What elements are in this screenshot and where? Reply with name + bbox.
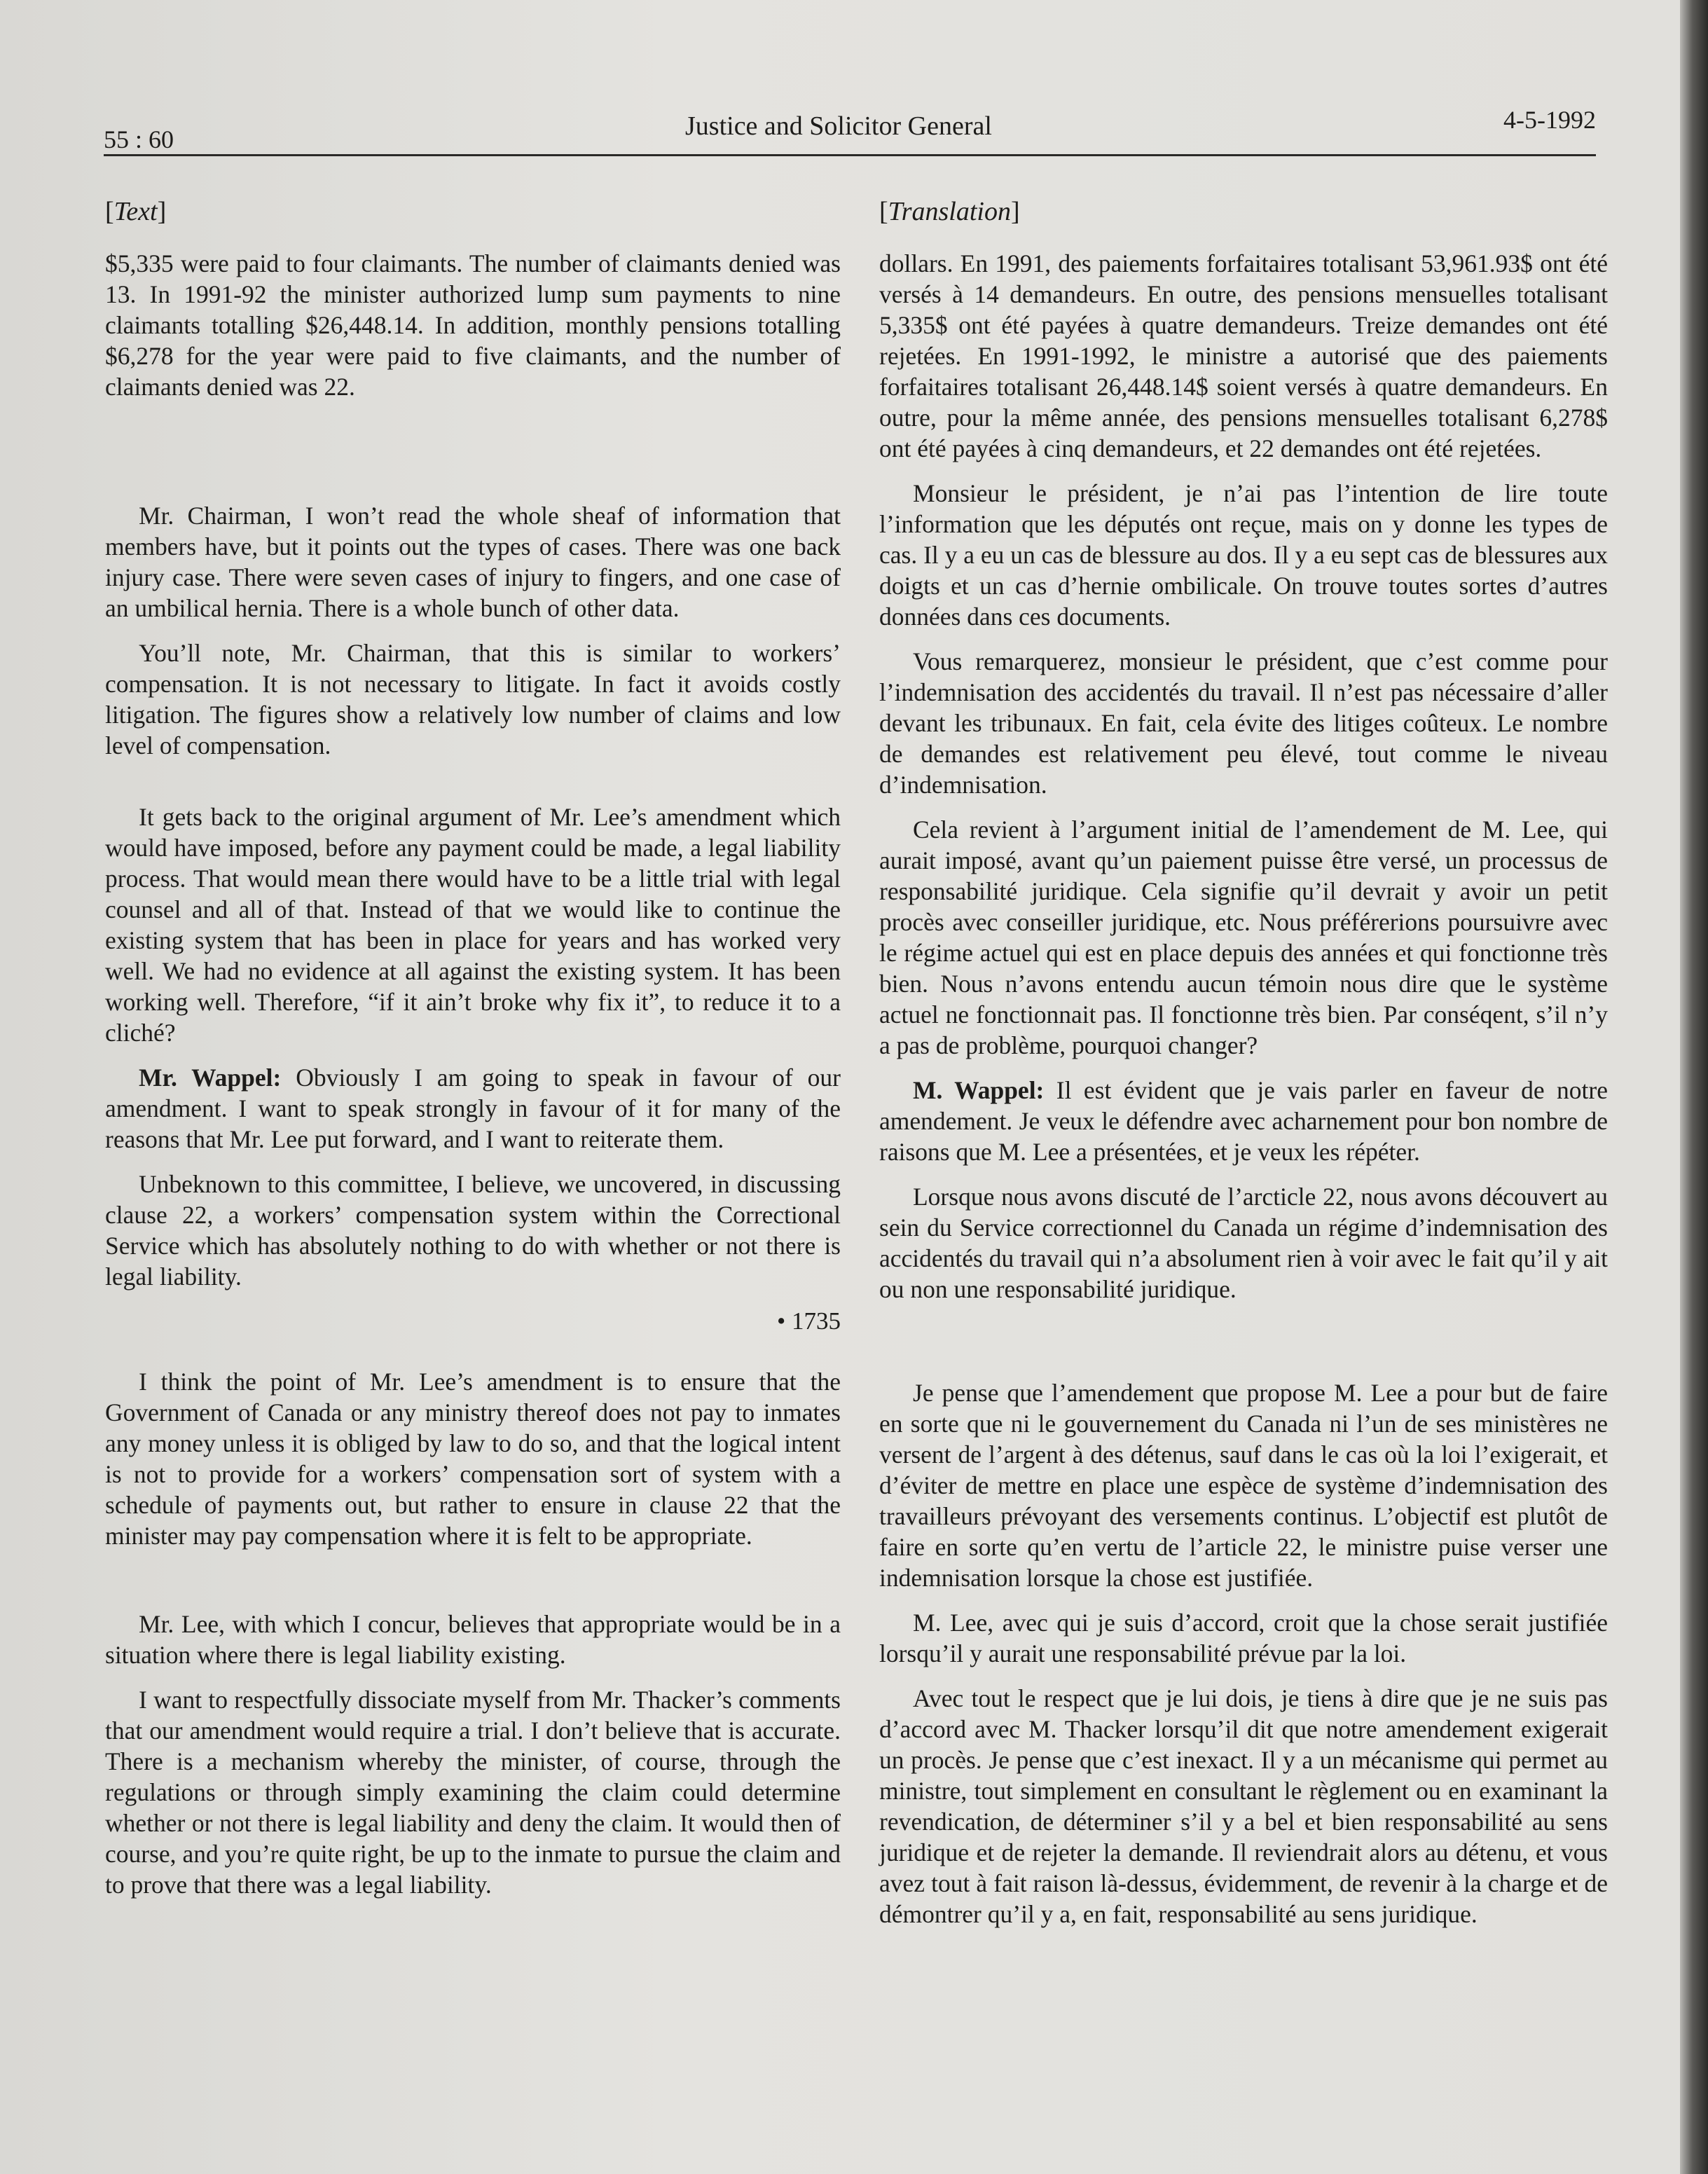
paragraph: Unbeknown to this committee, I believe, we uncovered, in discussing clause 22, a workers’ compensation system within the Correctional Service which has absolutely nothing to do with whether or not there is legal liability. bbox=[105, 1170, 841, 1291]
paragraph: I want to respectfully dissociate myself from Mr. Thacker’s comments that our amendment would require a trial. I don’t believe that is accurate. There is a mechanism whereby the minister, of course, through the regulations or through simply examining the claim could determine whether or not there is legal liability and deny the claim. It would then of course, and you’re quite right, be up to the inmate to pursue the claim and to prove that there was a legal liability. bbox=[105, 1686, 841, 1899]
paragraph: Lorsque nous avons discuté de l’arcticle 22, nous avons découvert au sein du Service correctionnel du Canada un régime d’indemnisation des accidentés du travail qui n’a absolument rien à voir avec le fait qu’il y ait ou non une responsabilité juridique. bbox=[879, 1183, 1608, 1303]
paragraph: dollars. En 1991, des paiements forfaitaires totalisant 53,961.93$ ont été versés à 14 demandeurs. En outre, des pensions mensuelles totalisant 5,335$ ont été payées à quatre demandeurs. Treize demandes ont été rejetées. En 1991-1992, le ministre a autorisé que des paiements forfaitaires totalisant 26,448.14$ soient versés à quatre demandeurs. En outre, pour la même année, des pensions mensuelles totalisant 6,278$ ont été payées à cinq demandeurs, et 22 demandes ont été rejetées. bbox=[879, 249, 1608, 462]
paragraph: It gets back to the original argument of Mr. Lee’s amendment which would have imposed, before any payment could be made, a legal liability process. That would mean there would have to be a little trial with legal counsel and all of that. Instead of that we would like to continue the existing system that has been in place for years and has worked very well. We had no evidence at all against the existing system. It has been working well. Therefore, “if it ain’t broke why fix it”, to reduce it to a cliché? bbox=[105, 803, 841, 1047]
speaker-paragraph: Mr. Wappel: Obviously I am going to speak in favour of our amendment. I want to speak strongly in favour of it for many of the reasons that Mr. Lee put forward, and I want to reiterate them. bbox=[105, 1064, 841, 1153]
paragraph: Vous remarquerez, monsieur le président, que c’est comme pour l’indemnisation des accidentés du travail. Il n’est pas nécessaire d’aller devant les tribunaux. En fait, cela évite des litiges coûteux. Le nombre de demandes est relativement peu élevé, tout comme le niveau d’indemnisation. bbox=[879, 647, 1608, 799]
paragraph: Avec tout le respect que je lui dois, je tiens à dire que je ne suis pas d’accord avec M. Thacker lorsqu’il dit que notre amendement exigerait un procès. Je pense que c’est inexact. Il y a un mécanisme qui permet au ministre, tout simplement en consultant le règlement ou en examinant la revendication, de déterminer s’il y a bel et bien responsabilité au sens juridique et de rejeter la demande. Il reviendrait alors au détenu, et vous avez tout à fait raison là-dessus, évidemment, de revenir à la charge et de démontrer qu’il y a, en fait, responsabilité au sens juridique. bbox=[879, 1684, 1608, 1928]
time-marker: • 1735 bbox=[776, 1307, 841, 1335]
paragraph: Cela revient à l’argument initial de l’amendement de M. Lee, qui aurait imposé, avant qu’un paiement puisse être versé, un processus de responsabilité juridique. Cela signifie qu’il devrait y avoir un petit procès avec conseiller juridique, etc. Nous préférerions poursuivre avec le régime actuel qui est en place depuis des années et qui fonctionne très bien. Nous n’avons entendu aucun témoin nous dire que le système actuel ne fonctionnait pas. Il fonctionne très bien. Par conséqent, s’il n’y a pas de problème, pourquoi changer? bbox=[879, 816, 1608, 1059]
french-column bbox=[879, 196, 1608, 1943]
speaker-name: M. Wappel: bbox=[913, 1076, 1045, 1104]
paragraph: M. Lee, avec qui je suis d’accord, croit que la chose serait justifiée lorsqu’il y aurait une responsabilité prévue par la loi. bbox=[879, 1609, 1608, 1667]
page-header bbox=[104, 105, 1596, 156]
speaker-paragraph: M. Wappel: Il est évident que je vais parler en faveur de notre amendement. Je veux le défendre avec acharnement pour bon nombre de raisons que M. Lee a présentées, et je veux les répéter. bbox=[879, 1076, 1608, 1166]
paragraph: Mr. Lee, with which I concur, believes that appropriate would be in a situation where there is legal liability existing. bbox=[105, 1610, 841, 1669]
text-tag: [Text] bbox=[105, 197, 167, 226]
english-column bbox=[105, 196, 841, 1914]
paragraph: $5,335 were paid to four claimants. The number of claimants denied was 13. In 1991-92 the minister authorized lump sum payments to nine claimants totalling $26,448.14. In addition, monthly pensions totalling $6,278 for the year were paid to five claimants, and the number of claimants denied was 22. bbox=[105, 249, 841, 401]
paragraph: Je pense que l’amendement que propose M. Lee a pour but de faire en sorte que ni le gouvernement du Canada ni l’un de ses ministères ne versent de l’argent à des détenus, sauf dans le cas où la loi l’exigerait, et d’éviter de mettre en place une espèce de système d’indemnisation des travailleurs prévoyant des versements continus. L’objectif est plutôt de faire en sorte qu’en vertu de l’article 22, le ministre puise verser une indemnisation lorsque la chose est justifiée. bbox=[879, 1379, 1608, 1592]
header-date: 4-5-1992 bbox=[1503, 106, 1596, 134]
committee-title: Justice and Solicitor General bbox=[685, 111, 992, 141]
paragraph: I think the point of Mr. Lee’s amendment is to ensure that the Government of Canada or any ministry thereof does not pay to inmates any money unless it is obliged by law to do so, and that the logical intent is not to provide for a workers’ compensation sort of system with a schedule of payments out, but rather to ensure in clause 22 that the minister may pay compensation where it is felt to be appropriate. bbox=[105, 1368, 841, 1550]
paragraph: Monsieur le président, je n’ai pas l’intention de lire toute l’information que les députés ont reçue, mais on y donne les types de cas. Il y a eu un cas de blessure au dos. Il y a eu sept cas de blessures aux doigts et un cas d’hernie ombilicale. On trouve toutes sortes d’autres données dans ces documents. bbox=[879, 479, 1609, 631]
binding-edge bbox=[1680, 0, 1708, 2174]
paragraph: Mr. Chairman, I won’t read the whole sheaf of information that members have, but it points out the types of cases. There was one back injury case. There were seven cases of injury to fingers, and one case of an umbilical hernia. There is a whole bunch of other data. bbox=[105, 502, 841, 622]
speaker-name: Mr. Wappel: bbox=[139, 1064, 282, 1092]
page-number: 55 : 60 bbox=[104, 125, 174, 153]
translation-tag: [Translation] bbox=[879, 197, 1020, 226]
paragraph: You’ll note, Mr. Chairman, that this is similar to workers’ compensation. It is not necessary to litigate. In fact it avoids costly litigation. The figures show a relatively low number of claims and low level of compensation. bbox=[105, 639, 841, 759]
